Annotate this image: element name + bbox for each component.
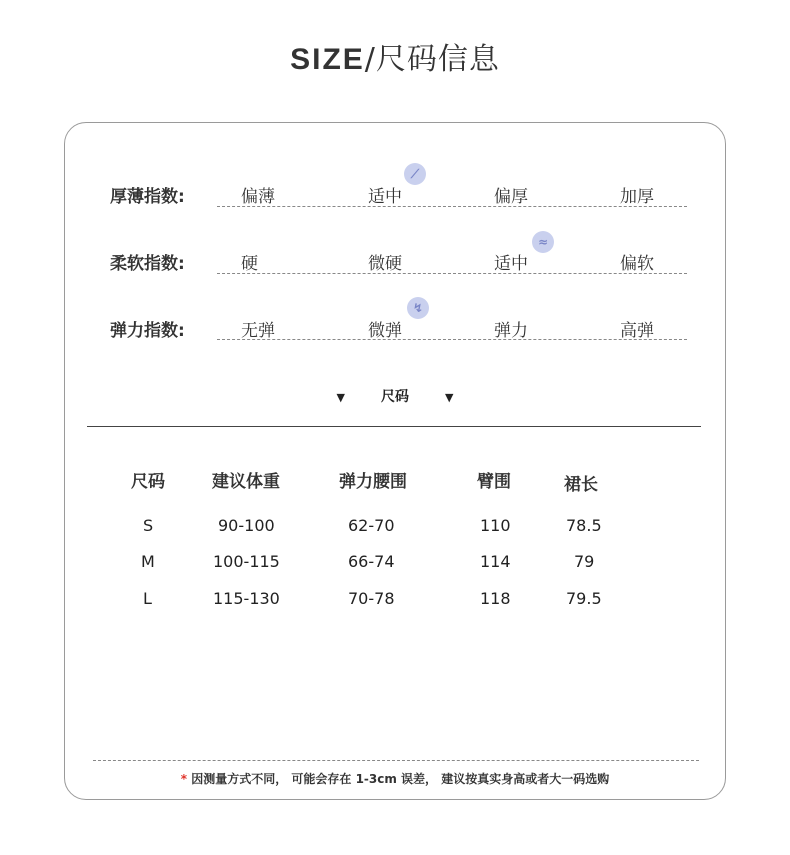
footer-divider	[93, 760, 699, 761]
section-divider	[87, 426, 701, 427]
table-header-waist: 弹力腰围	[339, 472, 407, 492]
thickness-option: 适中	[368, 187, 402, 207]
table-cell: 78.5	[566, 516, 602, 535]
thickness-option: 偏薄	[241, 187, 275, 207]
elasticity-option: 微弹	[368, 321, 402, 341]
table-cell: 62-70	[348, 516, 395, 535]
table-cell: 90-100	[218, 516, 275, 535]
triangle-down-icon: ▼	[336, 391, 345, 404]
table-cell: 66-74	[348, 552, 395, 571]
title-size: SIZE	[290, 43, 365, 76]
measurement-note-text: 因测量方式不同， 可能会存在 1-3cm 误差， 建议按真实身高或者大一码选购	[187, 772, 610, 786]
softness-option: 适中	[494, 254, 528, 274]
elasticity-option: 弹力	[494, 321, 528, 341]
table-header-size: 尺码	[131, 472, 165, 492]
elasticity-scale-line	[217, 339, 687, 340]
table-cell: 79.5	[566, 589, 602, 608]
softness-option: 偏软	[620, 254, 654, 274]
table-cell: 118	[480, 589, 511, 608]
thickness-option: 加厚	[620, 187, 654, 207]
table-cell: M	[141, 552, 155, 571]
table-header-weight: 建议体重	[212, 472, 280, 492]
softness-scale-line	[217, 273, 687, 274]
table-cell: 100-115	[213, 552, 280, 571]
softness-index-label: 柔软指数:	[110, 254, 185, 274]
triangle-down-icon: ▼	[445, 391, 454, 404]
elasticity-index-label: 弹力指数:	[110, 321, 185, 341]
title-rest: /尺码信息	[364, 42, 500, 77]
size-section-header	[0, 386, 790, 406]
ruler-icon: ⟋	[404, 163, 426, 185]
table-cell: 70-78	[348, 589, 395, 608]
size-section-label: 尺码	[381, 389, 409, 405]
measurement-note	[0, 770, 790, 787]
table-header-arm: 臂围	[477, 472, 511, 492]
stretch-icon: ↯	[407, 297, 429, 319]
table-header-length: 裙长	[564, 475, 598, 495]
elasticity-option: 高弹	[620, 321, 654, 341]
size-info-card	[64, 122, 726, 800]
elasticity-option: 无弹	[241, 321, 275, 341]
table-cell: 79	[574, 552, 595, 571]
table-cell: 110	[480, 516, 511, 535]
asterisk-icon: *	[180, 772, 188, 786]
table-cell: 115-130	[213, 589, 280, 608]
wave-icon: ≈	[532, 231, 554, 253]
table-cell: S	[143, 516, 154, 535]
thickness-index-label: 厚薄指数:	[110, 187, 185, 207]
softness-option: 硬	[241, 254, 258, 274]
page-title	[0, 34, 790, 78]
softness-option: 微硬	[368, 254, 402, 274]
table-cell: 114	[480, 552, 511, 571]
table-cell: L	[143, 589, 152, 608]
thickness-option: 偏厚	[494, 187, 528, 207]
thickness-scale-line	[217, 206, 687, 207]
